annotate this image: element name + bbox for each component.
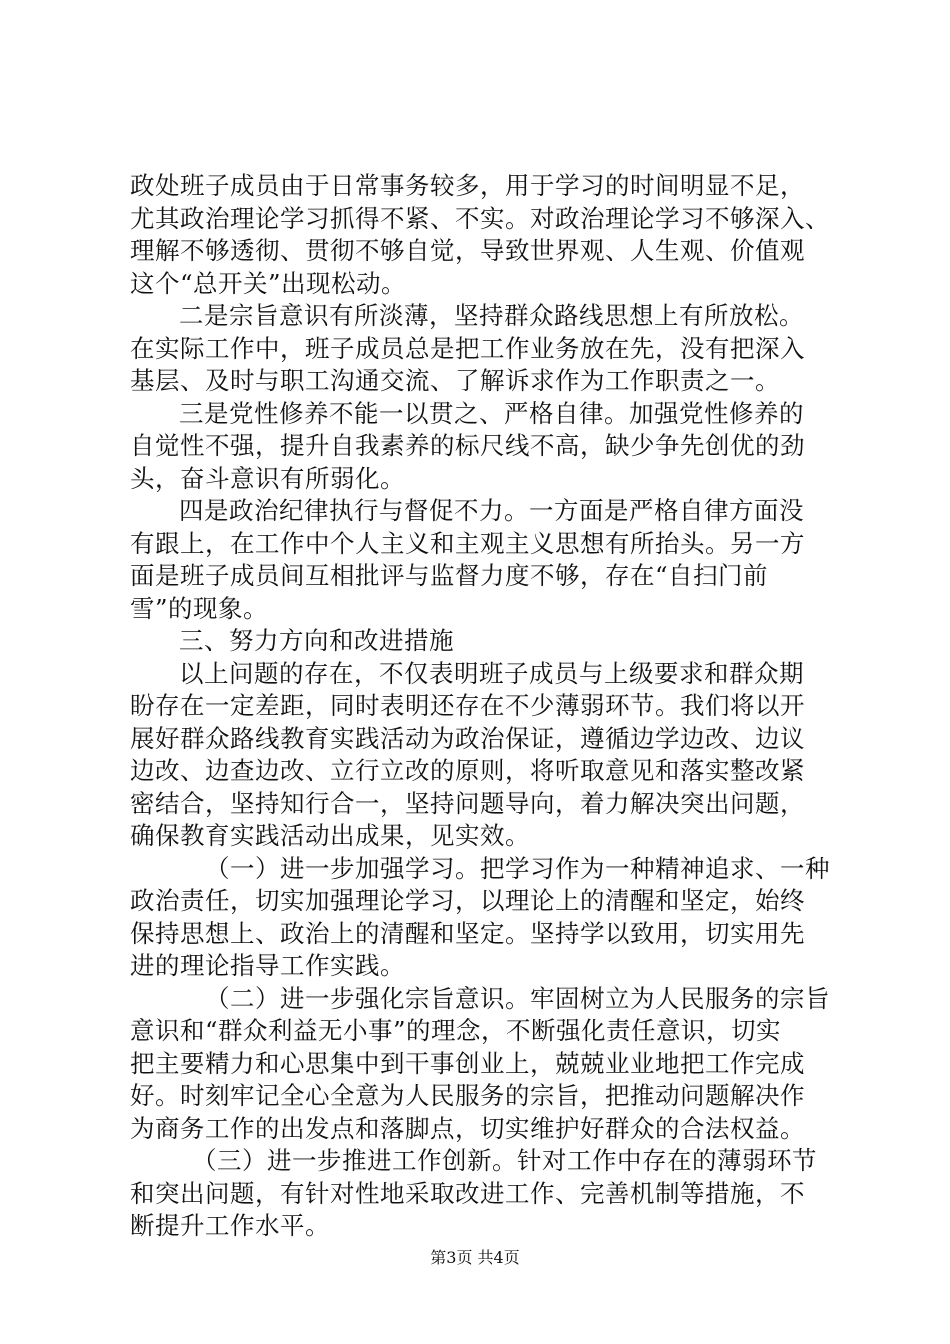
text-line: 密结合，坚持知行合一，坚持问题导向，着力解决突出问题， bbox=[130, 788, 805, 818]
text-line: 展好群众路线教育实践活动为政治保证，遵循边学边改、边议 bbox=[130, 723, 805, 753]
document-body bbox=[130, 170, 830, 1243]
text-line: 头，奋斗意识有所弱化。 bbox=[130, 463, 405, 493]
text-line: 和突出问题，有针对性地采取改进工作、完善机制等措施，不 bbox=[130, 1178, 805, 1208]
paragraph-start-line: 二是宗旨意识有所淡薄，坚持群众路线思想上有所放松。 bbox=[179, 301, 804, 330]
section-heading: 三、努力方向和改进措施 bbox=[179, 626, 454, 655]
text-line: 确保教育实践活动出成果，见实效。 bbox=[130, 821, 530, 850]
text-line: 好。时刻牢记全心全意为人民服务的宗旨，把推动问题解决作 bbox=[130, 1081, 805, 1110]
paragraph-start-line: （二）进一步强化宗旨意识。牢固树立为人民服务的宗旨 bbox=[205, 983, 830, 1013]
paragraph-start-line: 以上问题的存在，不仅表明班子成员与上级要求和群众期 bbox=[179, 658, 804, 688]
text-line: 为商务工作的出发点和落脚点，切实维护好群众的合法权益。 bbox=[130, 1113, 805, 1143]
text-line: 雪”的现象。 bbox=[130, 593, 269, 623]
text-line: 保持思想上、政治上的清醒和坚定。坚持学以致用，切实用先 bbox=[130, 918, 805, 948]
text-line: 断提升工作水平。 bbox=[130, 1211, 330, 1240]
page-number-footer: 第3页 共4页 bbox=[430, 1248, 520, 1267]
text-line: 盼存在一定差距，同时表明还存在不少薄弱环节。我们将以开 bbox=[130, 691, 805, 720]
text-line: 边改、边查边改、立行立改的原则，将听取意见和落实整改紧 bbox=[130, 756, 805, 785]
text-line: 政治责任，切实加强理论学习，以理论上的清醒和坚定，始终 bbox=[130, 886, 805, 915]
text-line: 自觉性不强，提升自我素养的标尺线不高，缺少争先创优的劲 bbox=[130, 431, 805, 460]
text-line: 意识和“群众利益无小事”的理念，不断强化责任意识，切实 bbox=[130, 1016, 782, 1045]
text-line: 有跟上，在工作中个人主义和主观主义思想有所抬头。另一方 bbox=[130, 528, 805, 558]
text-line: 在实际工作中，班子成员总是把工作业务放在先，没有把深入 bbox=[130, 333, 805, 363]
text-line: 尤其政治理论学习抓得不紧、不实。对政治理论学习不够深入、 bbox=[130, 203, 830, 233]
text-line: 面是班子成员间互相批评与监督力度不够，存在“自扫门前 bbox=[130, 561, 769, 590]
text-line: 政处班子成员由于日常事务较多，用于学习的时间明显不足， bbox=[130, 171, 805, 200]
paragraph-start-line: 四是政治纪律执行与督促不力。一方面是严格自律方面没 bbox=[179, 496, 804, 525]
text-line: 这个“总开关”出现松动。 bbox=[130, 268, 407, 298]
text-line: 理解不够透彻、贯彻不够自觉，导致世界观、人生观、价值观 bbox=[130, 236, 805, 265]
text-line: 进的理论指导工作实践。 bbox=[130, 951, 405, 980]
paragraph-start-line: （一）进一步加强学习。把学习作为一种精神追求、一种 bbox=[205, 853, 830, 883]
paragraph-start-line: 三是党性修养不能一以贯之、严格自律。加强党性修养的 bbox=[179, 398, 804, 428]
paragraph-start-line: （三）进一步推进工作创新。针对工作中存在的薄弱环节 bbox=[192, 1146, 817, 1175]
text-line: 基层、及时与职工沟通交流、了解诉求作为工作职责之一。 bbox=[130, 366, 780, 395]
text-line: 把主要精力和心思集中到干事创业上，兢兢业业地把工作完成 bbox=[130, 1048, 805, 1078]
